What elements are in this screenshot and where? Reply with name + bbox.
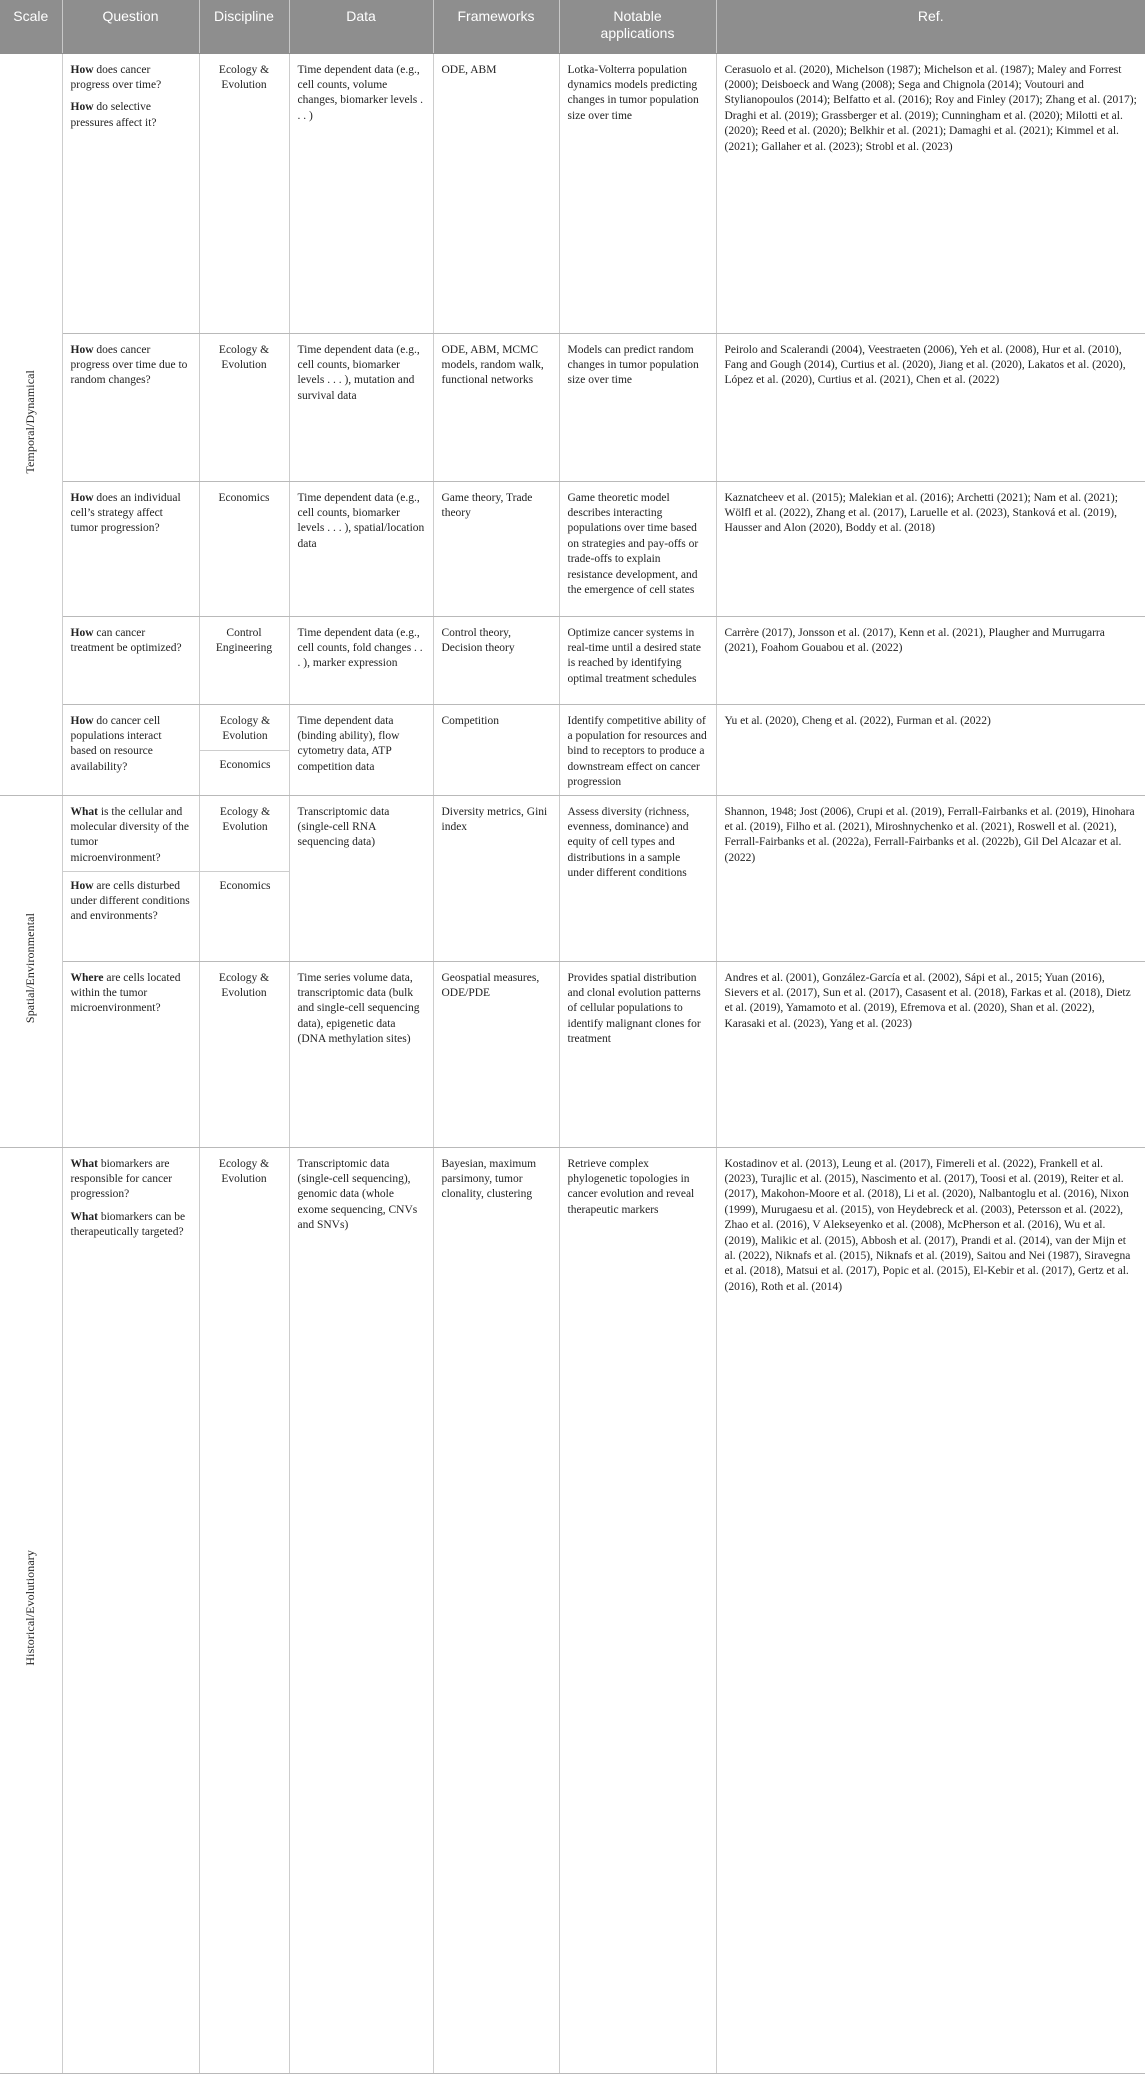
question-text: How does cancer progress over time due to random changes? (70, 343, 188, 387)
frameworks-cell: Control theory, Decision theory (433, 616, 559, 704)
header-discipline: Discipline (199, 0, 289, 53)
data-cell: Time dependent data (e.g., cell counts, volume changes, biomarker levels . . . ) (289, 53, 433, 333)
scale-cell-temporal (0, 53, 62, 795)
question-cell (62, 53, 199, 333)
ref-cell: Carrère (2017), Jonsson et al. (2017), Kenn et al. (2021), Plaugher and Murrugarra (2021), Foahom Gouabou et al. (2022) (716, 616, 1145, 704)
discipline-cell (199, 795, 289, 961)
question-text: What biomarkers are responsible for cancer progression? (70, 1157, 173, 1201)
discipline-cell: Ecology & Evolution (199, 333, 289, 481)
scale-label: Temporal/Dynamical (23, 369, 38, 474)
question-text: What biomarkers can be therapeutically targeted? (70, 1210, 186, 1239)
header-question: Question (62, 0, 199, 53)
question-text: Where are cells located within the tumor microenvironment? (70, 971, 181, 1015)
applications-cell: Assess diversity (richness, evenness, dominance) and equity of cell types and distributions in a sample under different conditions (559, 795, 716, 961)
scale-cell-historical (0, 1147, 62, 2073)
frameworks-cell: Competition (433, 704, 559, 795)
scale-label: Historical/Evolutionary (23, 1549, 38, 1666)
table-row (0, 481, 1145, 616)
question-cell (62, 1147, 199, 2073)
frameworks-cell: ODE, ABM, MCMC models, random walk, functional networks (433, 333, 559, 481)
data-cell: Time dependent data (e.g., cell counts, biomarker levels . . . ), mutation and survival data (289, 333, 433, 481)
data-cell: Time series volume data, transcriptomic data (bulk and single-cell sequencing data), epigenetic data (DNA methylation sites) (289, 961, 433, 1147)
question-cell (62, 704, 199, 795)
data-cell: Time dependent data (e.g., cell counts, biomarker levels . . . ), spatial/location data (289, 481, 433, 616)
frameworks-cell: Game theory, Trade theory (433, 481, 559, 616)
question-text: How do selective pressures affect it? (70, 101, 157, 129)
table-row (0, 704, 1145, 795)
applications-cell: Optimize cancer systems in real-time until a desired state is reached by identifying optimal treatment schedules (559, 616, 716, 704)
ref-cell: Cerasuolo et al. (2020), Michelson (1987); Michelson et al. (1987); Maley and Forrest (2000); Deisboeck and Wang (2008); Sega and Chignola (2014); Voutouri and Stylianopoulos (2014); Belfatto et al. (2016); Roy and Finley (2017); Zhang et al. (2017); Draghi et al. (2019); Grassberger et al. (2019); Cunningham et al. (2020); Milotti et al. (2020); Reed et al. (2020); Belkhir et al. (2021); Damaghi et al. (2021); Kimmel et al. (2021); Gallaher et al. (2023); Strobl et al. (2023) (716, 53, 1145, 333)
discipline-cell (199, 704, 289, 795)
header-ref: Ref. (716, 0, 1145, 53)
discipline-divider (200, 871, 289, 872)
data-cell: Time dependent data (binding ability), flow cytometry data, ATP competition data (289, 704, 433, 795)
question-cell (62, 616, 199, 704)
discipline-primary: Ecology & Evolution (219, 714, 271, 742)
frameworks-cell: Geospatial measures, ODE/PDE (433, 961, 559, 1147)
ref-cell: Andres et al. (2001), González-García et al. (2002), Sápi et al., 2015; Yuan (2016), Sievers et al. (2017), Sun et al. (2017), Casasent et al. (2018), Farkas et al. (2018), Dietz et al. (2019), Yamamoto et al. (2019), Efremova et al. (2020), Shan et al. (2022), Karasaki et al. (2023), Yang et al. (2023) (716, 961, 1145, 1147)
scale-label: Spatial/Environmental (23, 913, 38, 1024)
table-row (0, 53, 1145, 333)
discipline-cell: Ecology & Evolution (199, 961, 289, 1147)
applications-cell: Lotka-Volterra population dynamics models predicting changes in tumor population size over time (559, 53, 716, 333)
table-row (0, 961, 1145, 1147)
table-row (0, 333, 1145, 481)
discipline-cell: Ecology & Evolution (199, 1147, 289, 2073)
applications-cell: Models can predict random changes in tumor population size over time (559, 333, 716, 481)
discipline-secondary: Economics (219, 879, 271, 892)
data-cell: Transcriptomic data (single-cell sequencing), genomic data (whole exome sequencing, CNVs and SNVs) (289, 1147, 433, 2073)
applications-cell: Retrieve complex phylogenetic topologies in cancer evolution and reveal therapeutic markers (559, 1147, 716, 2073)
question-text: How can cancer treatment be optimized? (70, 626, 182, 654)
scale-cell-spatial (0, 795, 62, 1147)
ref-cell: Shannon, 1948; Jost (2006), Crupi et al. (2019), Ferrall-Fairbanks et al. (2019), Hinohara et al. (2019), Filho et al. (2021), Miroshnychenko et al. (2021), Roswell et al. (2021), Ferrall-Fairbanks et al. (2022a), Ferrall-Fairbanks et al. (2022b), Gil Del Alcazar et al. (2022) (716, 795, 1145, 961)
header-data: Data (289, 0, 433, 53)
question-text: How are cells disturbed under different conditions and environments? (70, 879, 190, 923)
frameworks-cell: ODE, ABM (433, 53, 559, 333)
question-cell (62, 795, 199, 961)
table-row (0, 1147, 1145, 2073)
ref-cell: Peirolo and Scalerandi (2004), Veestraeten (2006), Yeh et al. (2008), Hur et al. (2010), Fang and Gough (2014), Curtius et al. (2020), Jiang et al. (2020), Lakatos et al. (2020), López et al. (2020), Curtius et al. (2021), Chen et al. (2022) (716, 333, 1145, 481)
applications-cell: Game theoretic model describes interacting populations over time based on strategies and pay-offs or trade-offs to explain resistance development, and the emergence of cell states (559, 481, 716, 616)
header-scale: Scale (0, 0, 62, 53)
question-text: How do cancer cell populations interact based on resource availability? (70, 714, 162, 773)
question-cell (62, 481, 199, 616)
ref-cell: Kostadinov et al. (2013), Leung et al. (2017), Fimereli et al. (2022), Frankell et al. (2023), Turajlic et al. (2015), Nascimento et al. (2017), Toosi et al. (2019), Reiter et al. (2017), Makohon-Moore et al. (2018), Li et al. (2020), Nalbantoglu et al. (2016), Nixon (1999), Murugaesu et al. (2015), von Heydebreck et al. (2003), Petersson et al. (2022), Zhao et al. (2016), V Alekseyenko et al. (2008), McPherson et al. (2016), Wu et al. (2019), Malikic et al. (2015), Abbosh et al. (2017), Prandi et al. (2014), van der Mijn et al. (2022), Niknafs et al. (2015), Niknafs et al. (2019), Saitou and Nei (1987), Siravegna et al. (2018), Matsui et al. (2017), Popic et al. (2015), El-Kebir et al. (2017), Gertz et al. (2016), Roth et al. (2014) (716, 1147, 1145, 2073)
frameworks-cell: Bayesian, maximum parsimony, tumor clonality, clustering (433, 1147, 559, 2073)
discipline-primary: Ecology & Evolution (219, 805, 271, 833)
applications-cell: Identify competitive ability of a population for resources and bind to receptors to produce a downstream effect on cancer progression (559, 704, 716, 795)
question-divider (63, 871, 199, 872)
question-cell (62, 961, 199, 1147)
question-cell (62, 333, 199, 481)
data-cell: Time dependent data (e.g., cell counts, fold changes . . . ), marker expression (289, 616, 433, 704)
frameworks-cell: Diversity metrics, Gini index (433, 795, 559, 961)
header-notable-applications: Notable applications (559, 0, 716, 53)
header-frameworks: Frameworks (433, 0, 559, 53)
header-row (0, 0, 1145, 53)
question-text: How does an individual cell’s strategy affect tumor progression? (70, 491, 181, 535)
discipline-divider (200, 750, 289, 751)
ref-cell: Kaznatcheev et al. (2015); Malekian et al. (2016); Archetti (2021); Nam et al. (2021); Wölfl et al. (2022), Zhang et al. (2017), Laruelle et al. (2023), Stanková et al. (2019), Hausser and Alon (2020), Boddy et al. (2018) (716, 481, 1145, 616)
ref-cell: Yu et al. (2020), Cheng et al. (2022), Furman et al. (2022) (716, 704, 1145, 795)
table-row (0, 795, 1145, 961)
table-row (0, 616, 1145, 704)
question-text: What is the cellular and molecular diversity of the tumor microenvironment? (70, 805, 189, 864)
applications-cell: Provides spatial distribution and clonal evolution patterns of cellular populations to identify malignant clones for treatment (559, 961, 716, 1147)
discipline-cell: Economics (199, 481, 289, 616)
question-text: How does cancer progress over time? (70, 63, 162, 91)
discipline-cell: Ecology & Evolution (199, 53, 289, 333)
discipline-secondary: Economics (219, 758, 271, 771)
discipline-cell: Control Engineering (199, 616, 289, 704)
data-cell: Transcriptomic data (single-cell RNA sequencing data) (289, 795, 433, 961)
